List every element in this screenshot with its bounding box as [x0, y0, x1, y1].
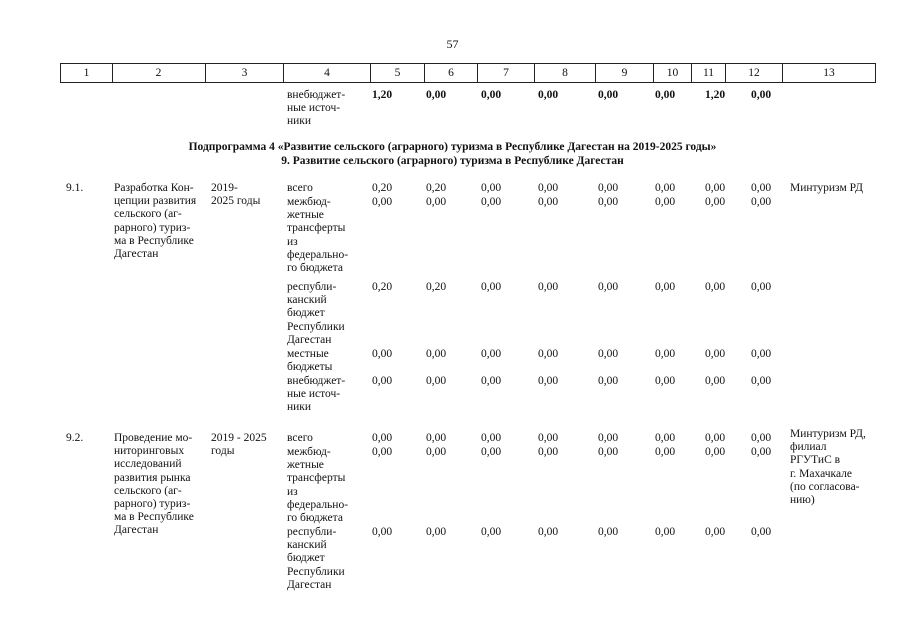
funding-value: 0,00: [481, 432, 502, 444]
funding-value: 0,00: [655, 432, 676, 444]
funding-value: 0,00: [751, 348, 772, 360]
funding-value: 0,00: [538, 281, 559, 293]
funding-value: 0,00: [372, 375, 393, 387]
funding-value: 0,00: [598, 432, 619, 444]
carryover-value: 0,00: [426, 89, 447, 101]
funding-value: 0,00: [538, 182, 559, 194]
header-col-4: 4: [284, 63, 371, 83]
funding-value: 0,00: [426, 432, 447, 444]
measure-name: Разработка Кон- цепции развития сельского (аг- рарного) туриз- ма в Республике Дагестан: [114, 182, 197, 261]
carryover-source-label: внебюджет- ные источ- ники: [287, 89, 346, 128]
funding-value: 0,20: [372, 281, 393, 293]
carryover-value: 0,00: [751, 89, 772, 101]
funding-value: 0,00: [481, 526, 502, 538]
measure-name: Проведение мо- ниторинговых исследований развития рынка сельского (аг- рарного) туриз- ма в Республике Дагестан: [114, 432, 194, 537]
funding-value: 0,00: [426, 196, 447, 208]
funding-value: 0,00: [655, 182, 676, 194]
funding-source-label: местные бюджеты: [287, 348, 333, 374]
funding-value: 0,00: [705, 182, 726, 194]
funding-value: 0,00: [372, 446, 393, 458]
funding-value: 0,00: [655, 375, 676, 387]
funding-value: 0,00: [426, 375, 447, 387]
table-header-row: [60, 63, 876, 83]
funding-source-label: межбюд- жетные трансферты из федерально- го бюджета: [287, 446, 349, 525]
carryover-value: 0,00: [598, 89, 619, 101]
header-col-2: 2: [112, 63, 206, 83]
funding-value: 0,00: [481, 446, 502, 458]
funding-value: 0,00: [751, 432, 772, 444]
funding-value: 0,00: [426, 348, 447, 360]
funding-value: 0,00: [481, 196, 502, 208]
funding-source-label: межбюд- жетные трансферты из федерально- го бюджета: [287, 196, 349, 275]
funding-value: 0,00: [426, 526, 447, 538]
funding-value: 0,00: [751, 526, 772, 538]
header-col-5: 5: [371, 63, 425, 83]
section-title: 9. Развитие сельского (аграрного) туризма в Республике Дагестан: [281, 155, 624, 167]
page-number: 57: [446, 37, 459, 51]
implementation-period: 2019 - 2025 годы: [211, 432, 267, 458]
header-col-1: 1: [60, 63, 113, 83]
implementation-period: 2019- 2025 годы: [211, 182, 261, 208]
carryover-value: 1,20: [705, 89, 726, 101]
funding-value: 0,00: [655, 196, 676, 208]
header-col-9: 9: [596, 63, 654, 83]
carryover-value: 0,00: [655, 89, 676, 101]
funding-value: 0,00: [705, 348, 726, 360]
carryover-value: 0,00: [481, 89, 502, 101]
subprogram-title: Подпрограмма 4 «Развитие сельского (аграрного) туризма в Республике Дагестан на 2019-2025 годы»: [188, 141, 717, 153]
funding-value: 0,00: [655, 348, 676, 360]
header-col-3: 3: [206, 63, 284, 83]
funding-source-label: республи- канский бюджет Республики Дагестан: [287, 281, 345, 346]
funding-value: 0,00: [372, 432, 393, 444]
row-number: 9.1.: [66, 182, 84, 194]
executor: Минтуризм РД: [790, 182, 863, 194]
row-number: 9.2.: [66, 432, 84, 444]
funding-value: 0,00: [655, 281, 676, 293]
funding-value: 0,00: [426, 446, 447, 458]
carryover-value: 1,20: [372, 89, 393, 101]
funding-value: 0,00: [481, 348, 502, 360]
funding-value: 0,00: [372, 348, 393, 360]
header-col-11: 11: [692, 63, 726, 83]
funding-value: 0,00: [751, 375, 772, 387]
funding-value: 0,00: [705, 196, 726, 208]
funding-value: 0,00: [598, 281, 619, 293]
funding-value: 0,00: [372, 526, 393, 538]
funding-value: 0,00: [598, 526, 619, 538]
header-col-6: 6: [425, 63, 478, 83]
header-col-8: 8: [535, 63, 596, 83]
funding-value: 0,00: [538, 375, 559, 387]
funding-value: 0,00: [705, 446, 726, 458]
header-col-13: 13: [783, 63, 876, 83]
executor: Минтуризм РД, филиал РГУТиС в г. Махачкале (по согласова- нию): [790, 428, 866, 507]
funding-value: 0,00: [481, 182, 502, 194]
funding-value: 0,00: [655, 526, 676, 538]
funding-value: 0,00: [751, 196, 772, 208]
funding-value: 0,00: [598, 348, 619, 360]
funding-value: 0,00: [751, 446, 772, 458]
funding-value: 0,00: [598, 182, 619, 194]
funding-value: 0,00: [481, 375, 502, 387]
funding-value: 0,00: [538, 526, 559, 538]
header-col-10: 10: [654, 63, 692, 83]
header-col-12: 12: [726, 63, 783, 83]
funding-value: 0,20: [372, 182, 393, 194]
funding-value: 0,00: [705, 375, 726, 387]
carryover-value: 0,00: [538, 89, 559, 101]
funding-source-label: всего: [287, 432, 313, 444]
funding-value: 0,00: [705, 432, 726, 444]
funding-value: 0,00: [538, 432, 559, 444]
funding-value: 0,20: [426, 281, 447, 293]
funding-source-label: всего: [287, 182, 313, 194]
header-col-7: 7: [478, 63, 535, 83]
funding-value: 0,00: [705, 526, 726, 538]
funding-source-label: внебюджет- ные источ- ники: [287, 375, 346, 414]
funding-value: 0,00: [481, 281, 502, 293]
funding-value: 0,00: [751, 281, 772, 293]
funding-value: 0,00: [538, 196, 559, 208]
funding-value: 0,20: [426, 182, 447, 194]
funding-value: 0,00: [655, 446, 676, 458]
funding-value: 0,00: [598, 375, 619, 387]
funding-value: 0,00: [598, 196, 619, 208]
funding-value: 0,00: [751, 182, 772, 194]
funding-source-label: республи- канский бюджет Республики Дагестан: [287, 526, 345, 591]
funding-value: 0,00: [538, 348, 559, 360]
funding-value: 0,00: [598, 446, 619, 458]
funding-value: 0,00: [538, 446, 559, 458]
funding-value: 0,00: [372, 196, 393, 208]
funding-value: 0,00: [705, 281, 726, 293]
